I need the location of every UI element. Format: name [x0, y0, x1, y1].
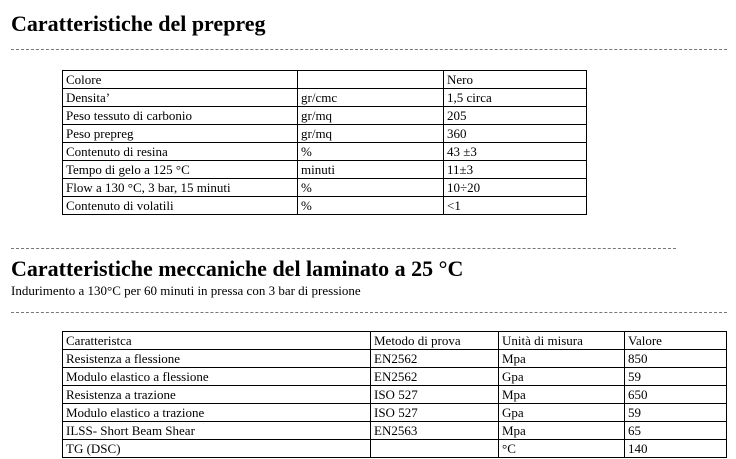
- divider: [11, 49, 727, 50]
- header-cell: Unità di misura: [499, 332, 625, 350]
- value-cell: 1,5 circa: [444, 89, 587, 107]
- table-row: [63, 197, 587, 215]
- table-row: [63, 368, 727, 386]
- value-cell: 205: [444, 107, 587, 125]
- unit-cell: minuti: [298, 161, 444, 179]
- property-cell: Peso prepreg: [63, 125, 298, 143]
- unit-cell: Gpa: [499, 368, 625, 386]
- value-cell: 43 ±3: [444, 143, 587, 161]
- value-cell: 360: [444, 125, 587, 143]
- value-cell: 140: [625, 440, 727, 458]
- laminate-properties-table: [62, 331, 727, 458]
- unit-cell: Gpa: [499, 404, 625, 422]
- property-cell: Modulo elastico a trazione: [63, 404, 371, 422]
- table-row: [63, 71, 587, 89]
- property-cell: Tempo di gelo a 125 °C: [63, 161, 298, 179]
- table-row: [63, 161, 587, 179]
- property-cell: Contenuto di volatili: [63, 197, 298, 215]
- unit-cell: Mpa: [499, 422, 625, 440]
- unit-cell: %: [298, 143, 444, 161]
- unit-cell: Mpa: [499, 386, 625, 404]
- property-cell: Resistenza a trazione: [63, 386, 371, 404]
- value-cell: 850: [625, 350, 727, 368]
- property-cell: Contenuto di resina: [63, 143, 298, 161]
- table-row: [63, 143, 587, 161]
- unit-cell: gr/mq: [298, 107, 444, 125]
- unit-cell: [298, 71, 444, 89]
- method-cell: EN2563: [371, 422, 499, 440]
- unit-cell: %: [298, 197, 444, 215]
- table-row: [63, 440, 727, 458]
- prepreg-properties-table: [62, 70, 587, 215]
- value-cell: 10÷20: [444, 179, 587, 197]
- unit-cell: °C: [499, 440, 625, 458]
- method-cell: EN2562: [371, 368, 499, 386]
- property-cell: Flow a 130 °C, 3 bar, 15 minuti: [63, 179, 298, 197]
- unit-cell: gr/cmc: [298, 89, 444, 107]
- method-cell: ISO 527: [371, 386, 499, 404]
- laminate-section-title: Caratteristiche meccaniche del laminato a 25 °C: [11, 256, 464, 281]
- method-cell: ISO 527: [371, 404, 499, 422]
- value-cell: <1: [444, 197, 587, 215]
- value-cell: 65: [625, 422, 727, 440]
- header-cell: Metodo di prova: [371, 332, 499, 350]
- unit-cell: gr/mq: [298, 125, 444, 143]
- table-row: [63, 422, 727, 440]
- value-cell: 650: [625, 386, 727, 404]
- table-row: [63, 386, 727, 404]
- property-cell: Resistenza a flessione: [63, 350, 371, 368]
- method-cell: [371, 440, 499, 458]
- table-row: [63, 179, 587, 197]
- value-cell: 11±3: [444, 161, 587, 179]
- value-cell: Nero: [444, 71, 587, 89]
- property-cell: Colore: [63, 71, 298, 89]
- laminate-section-subtitle: Indurimento a 130°C per 60 minuti in pressa con 3 bar di pressione: [11, 283, 361, 298]
- table-row: [63, 350, 727, 368]
- method-cell: EN2562: [371, 350, 499, 368]
- property-cell: Peso tessuto di carbonio: [63, 107, 298, 125]
- property-cell: Modulo elastico a flessione: [63, 368, 371, 386]
- table-row: [63, 404, 727, 422]
- table-row: [63, 125, 587, 143]
- table-header-row: [63, 332, 727, 350]
- value-cell: 59: [625, 368, 727, 386]
- table-row: [63, 89, 587, 107]
- value-cell: 59: [625, 404, 727, 422]
- property-cell: TG (DSC): [63, 440, 371, 458]
- unit-cell: Mpa: [499, 350, 625, 368]
- table-row: [63, 107, 587, 125]
- divider: [11, 248, 676, 249]
- property-cell: ILSS- Short Beam Shear: [63, 422, 371, 440]
- header-cell: Valore: [625, 332, 727, 350]
- property-cell: Densita’: [63, 89, 298, 107]
- unit-cell: %: [298, 179, 444, 197]
- header-cell: Caratteristca: [63, 332, 371, 350]
- prepreg-section-title: Caratteristiche del prepreg: [11, 11, 266, 36]
- divider: [11, 312, 727, 313]
